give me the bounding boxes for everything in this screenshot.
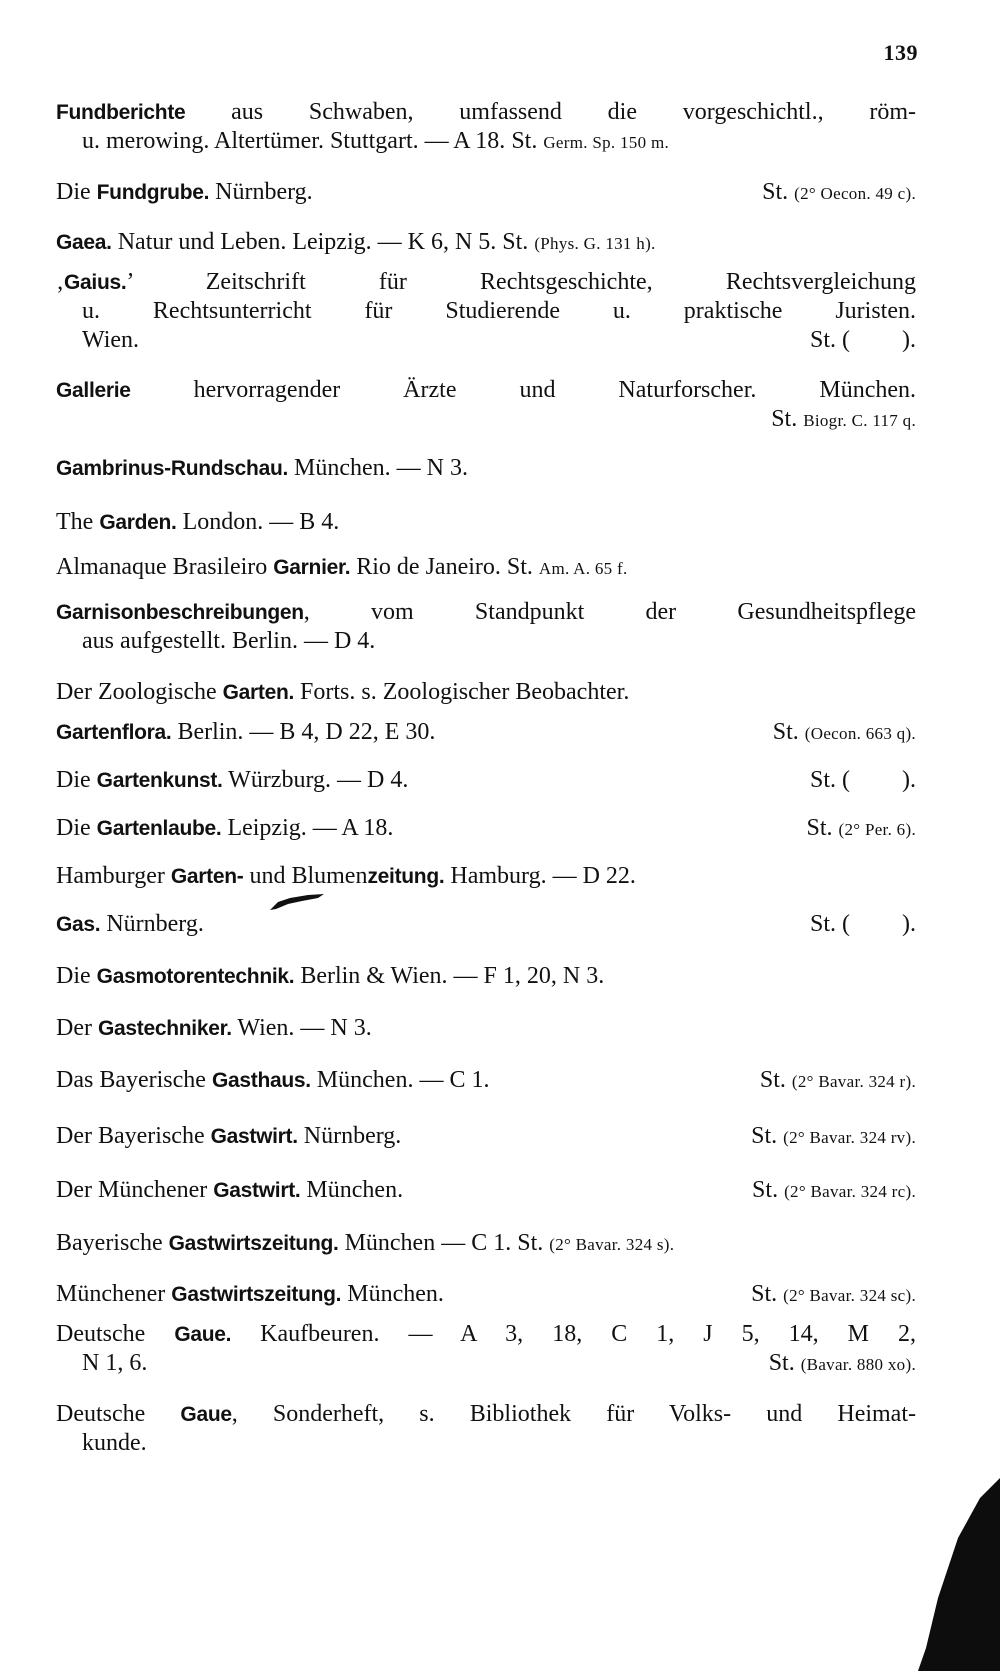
shelfmark: (2° Per. 6). — [838, 820, 916, 839]
entry-text: , Sonderheft, s. Bibliothek für Volks- und Heimat- — [231, 1401, 916, 1427]
catalog-entry — [56, 962, 916, 991]
entry-keyword: Gastwirt. — [210, 1125, 298, 1148]
entry-text: Leipzig. — A 18. — [221, 815, 394, 841]
location-reference — [810, 910, 916, 939]
shelfmark: Am. A. 65 f. — [538, 559, 628, 578]
shelfmark: (2° Bavar. 324 r). — [791, 1072, 916, 1091]
entry-first-line — [56, 508, 916, 537]
entry-text: u. merowing. Altertümer. Stuttgart. — A 18. — [82, 128, 512, 154]
entry-keyword: Gastwirtszeitung. — [171, 1283, 342, 1306]
entry-continuation-line — [56, 1349, 916, 1378]
entry-text: Nürnberg. — [297, 1123, 402, 1149]
entry-first-line — [56, 98, 916, 127]
entry-text: Berlin & Wien. — F 1, 20, N 3. — [294, 963, 605, 989]
entry-text: Hamburg. — D 22. — [444, 863, 636, 889]
catalog-entry — [56, 814, 916, 843]
entry-text: N 1, 6. — [82, 1350, 148, 1376]
entry-keyword: Gaius. — [64, 271, 127, 294]
shelfmark: (Phys. G. 131 h). — [534, 234, 656, 253]
entry-continuation-line — [56, 627, 916, 656]
catalog-entry — [56, 268, 916, 355]
entry-keyword: Gambrinus-Rundschau. — [56, 457, 289, 480]
location-reference — [810, 766, 916, 795]
entry-text: hervorragender Ärzte und Naturforscher. München. — [130, 377, 916, 403]
entry-first-line — [56, 678, 916, 707]
entry-text: Forts. s. Zoologischer Beobachter. — [294, 679, 630, 705]
entry-text: St. — [751, 1281, 784, 1307]
entry-keyword: Gasmotorentechnik. — [96, 965, 295, 988]
entry-text: Berlin. — B 4, D 22, E 30. — [171, 719, 436, 745]
entry-text: Die — [56, 767, 97, 793]
catalog-entry — [56, 376, 916, 434]
entry-keyword: Garten. — [222, 681, 295, 704]
entry-text: aus aufgestellt. Berlin. — D 4. — [82, 628, 376, 654]
entry-keyword: Garten- — [170, 865, 244, 888]
entry-continuation-line — [56, 405, 916, 434]
entry-text: Würzburg. — D 4. — [222, 767, 409, 793]
entry-keyword: Gartenkunst. — [96, 769, 223, 792]
entry-text: Deutsche — [56, 1321, 175, 1347]
entry-keyword: Fundberichte — [56, 101, 186, 124]
catalog-entry — [56, 598, 916, 656]
catalog-entry — [56, 862, 916, 891]
catalog-entry — [56, 1229, 916, 1259]
entry-keyword: Garnisonbeschreibungen — [56, 601, 304, 624]
entry-keyword: Gaea. — [56, 231, 112, 254]
catalog-entry — [56, 228, 916, 258]
catalog-entry — [56, 1320, 916, 1378]
page-edge-shadow — [918, 1478, 1000, 1671]
entry-continuation-line — [56, 326, 916, 355]
entry-text: Natur und Leben. Leipzig. — K 6, N 5. St. — [111, 229, 535, 255]
entry-first-line — [56, 228, 916, 258]
entry-first-line — [56, 178, 916, 207]
entry-first-line — [56, 553, 916, 583]
location-reference — [773, 718, 916, 748]
entry-first-line — [56, 1066, 916, 1095]
entry-first-line — [56, 1320, 916, 1349]
entry-text: München. — [300, 1177, 404, 1203]
entry-text: Die — [56, 179, 97, 205]
catalog-entry — [56, 1014, 916, 1043]
entry-keyword: Gartenflora. — [56, 721, 172, 744]
shelfmark: (2° Bavar. 324 sc). — [783, 1286, 916, 1305]
entry-text: und Blumen — [243, 863, 368, 889]
entry-text: St. — [751, 1123, 784, 1149]
entry-text: Kaufbeuren. — A 3, 18, C 1, J 5, 14, M 2, — [231, 1321, 916, 1347]
entry-text: London. — B 4. — [176, 509, 340, 535]
entry-text: Der Münchener — [56, 1177, 214, 1203]
entry-keyword: zeitung. — [367, 865, 445, 888]
entry-text: Der Zoologische — [56, 679, 223, 705]
entry-text: St. — [759, 1067, 792, 1093]
entry-text: St. — [768, 1350, 801, 1376]
entry-keyword: Gastechniker. — [97, 1017, 232, 1040]
catalog-entry — [56, 178, 916, 207]
location-reference — [810, 326, 916, 355]
catalog-entry — [56, 718, 916, 747]
entry-keyword: Gallerie — [56, 379, 131, 402]
entry-text: ’ Zeitschrift für Rechtsgeschichte, Rechtsvergleichung — [126, 269, 916, 295]
entry-text: Der — [56, 1015, 98, 1041]
entry-keyword: Gastwirt. — [213, 1179, 301, 1202]
entry-text: München. — N 3. — [288, 455, 469, 481]
entry-first-line — [56, 766, 916, 795]
entry-text: Die — [56, 963, 97, 989]
entry-text: Der Bayerische — [56, 1123, 211, 1149]
entry-text: The — [56, 509, 100, 535]
entry-keyword: Gartenlaube. — [96, 817, 222, 840]
entry-first-line — [56, 862, 916, 891]
entry-text: Das Bayerische — [56, 1067, 212, 1093]
entry-keyword: Gas. — [56, 913, 101, 936]
catalog-entry — [56, 1066, 916, 1095]
shelfmark: (Bavar. 880 xo). — [800, 1355, 916, 1374]
entry-text: St. — [511, 128, 544, 154]
entry-keyword: Gasthaus. — [211, 1069, 311, 1092]
entry-text: Nürnberg. — [209, 179, 313, 205]
entry-first-line — [56, 1400, 916, 1429]
catalog-entry — [56, 1400, 916, 1458]
entry-text: Almanaque Brasileiro — [56, 554, 274, 580]
location-reference — [752, 1176, 916, 1206]
entry-continuation-line — [56, 1429, 916, 1458]
entry-text: aus Schwaben, umfassend die vorgeschichtl., röm- — [185, 99, 916, 125]
shelfmark: (2° Bavar. 324 s). — [549, 1235, 675, 1254]
entry-text: Münchener — [56, 1281, 172, 1307]
entry-keyword: Garden. — [99, 511, 177, 534]
entry-first-line — [56, 1014, 916, 1043]
entry-keyword: Gastwirtszeitung. — [168, 1232, 339, 1255]
page-number: 139 — [883, 40, 918, 65]
catalog-entry — [56, 1280, 916, 1309]
entry-text: St. ( — [809, 767, 850, 793]
entry-text: St. ( — [809, 327, 850, 353]
catalog-entry — [56, 678, 916, 707]
entry-text: St. — [771, 406, 804, 432]
entry-text: München. — C 1. — [310, 1067, 490, 1093]
entry-first-line — [56, 718, 916, 747]
shelfmark: (2° Oecon. 49 c). — [794, 184, 916, 203]
entry-text: Die — [56, 815, 97, 841]
catalog-entry — [56, 454, 916, 483]
entry-text: St. — [762, 179, 795, 205]
entry-first-line — [56, 814, 916, 843]
catalog-entry — [56, 1122, 916, 1151]
entry-text: München. — [341, 1281, 444, 1307]
entry-text: München — C 1. St. — [338, 1230, 550, 1256]
entry-first-line — [56, 962, 916, 991]
entry-first-line — [56, 376, 916, 405]
location-reference — [769, 1349, 916, 1379]
entry-keyword: Fundgrube. — [96, 181, 210, 204]
entry-text: Rio de Janeiro. St. — [350, 554, 539, 580]
entry-first-line — [56, 1122, 916, 1151]
entry-keyword: Gaue. — [174, 1323, 232, 1346]
entry-text: St. — [772, 719, 805, 745]
entry-text: u. Rechtsunterricht für Studierende u. praktische Juristen. — [82, 298, 916, 324]
shelfmark: (Oecon. 663 q). — [804, 724, 916, 743]
entry-text: Nürnberg. — [100, 911, 204, 937]
entry-text: St. — [752, 1177, 785, 1203]
entry-text: Hamburger — [56, 863, 171, 889]
entry-continuation-line — [56, 297, 916, 326]
location-reference — [807, 814, 916, 844]
catalog-entry — [56, 508, 916, 537]
catalog-entry — [56, 766, 916, 795]
entry-text: St. — [806, 815, 839, 841]
shelfmark: (2° Bavar. 324 rv). — [783, 1128, 916, 1147]
entry-first-line — [56, 268, 916, 297]
location-reference — [760, 1066, 916, 1096]
entry-text: Wien. — N 3. — [231, 1015, 372, 1041]
location-reference — [771, 405, 916, 435]
entry-first-line — [56, 1229, 916, 1259]
entry-first-line — [56, 910, 916, 939]
shelfmark: Germ. Sp. 150 m. — [543, 133, 670, 152]
ink-blot-mark — [268, 890, 328, 912]
entry-first-line — [56, 1176, 916, 1205]
entry-keyword: Garnier. — [273, 556, 351, 579]
entry-first-line — [56, 1280, 916, 1309]
entry-text: ). — [902, 327, 916, 353]
location-reference — [762, 178, 916, 208]
location-reference — [751, 1122, 916, 1152]
entry-text: , vom Standpunkt der Gesundheitspflege — [303, 599, 916, 625]
entry-text: Deutsche — [56, 1401, 181, 1427]
location-reference — [751, 1280, 916, 1310]
catalog-entry — [56, 553, 916, 583]
shelfmark: (2° Bavar. 324 rc). — [784, 1182, 916, 1201]
catalog-entry — [56, 1176, 916, 1205]
catalog-entry — [56, 910, 916, 939]
entry-text: St. ( — [809, 911, 850, 937]
shelfmark: Biogr. C. 117 q. — [803, 411, 916, 430]
entry-first-line — [56, 454, 916, 483]
entry-text: Bayerische — [56, 1230, 169, 1256]
entry-text: kunde. — [82, 1430, 147, 1456]
catalog-entry — [56, 98, 916, 157]
entry-text: ). — [902, 767, 916, 793]
entry-keyword: Gaue — [180, 1403, 232, 1426]
entry-text: ‚ — [56, 269, 64, 295]
entry-text: Wien. — [82, 327, 140, 353]
entry-first-line — [56, 598, 916, 627]
entry-text: ). — [902, 911, 916, 937]
entry-continuation-line — [56, 127, 916, 157]
